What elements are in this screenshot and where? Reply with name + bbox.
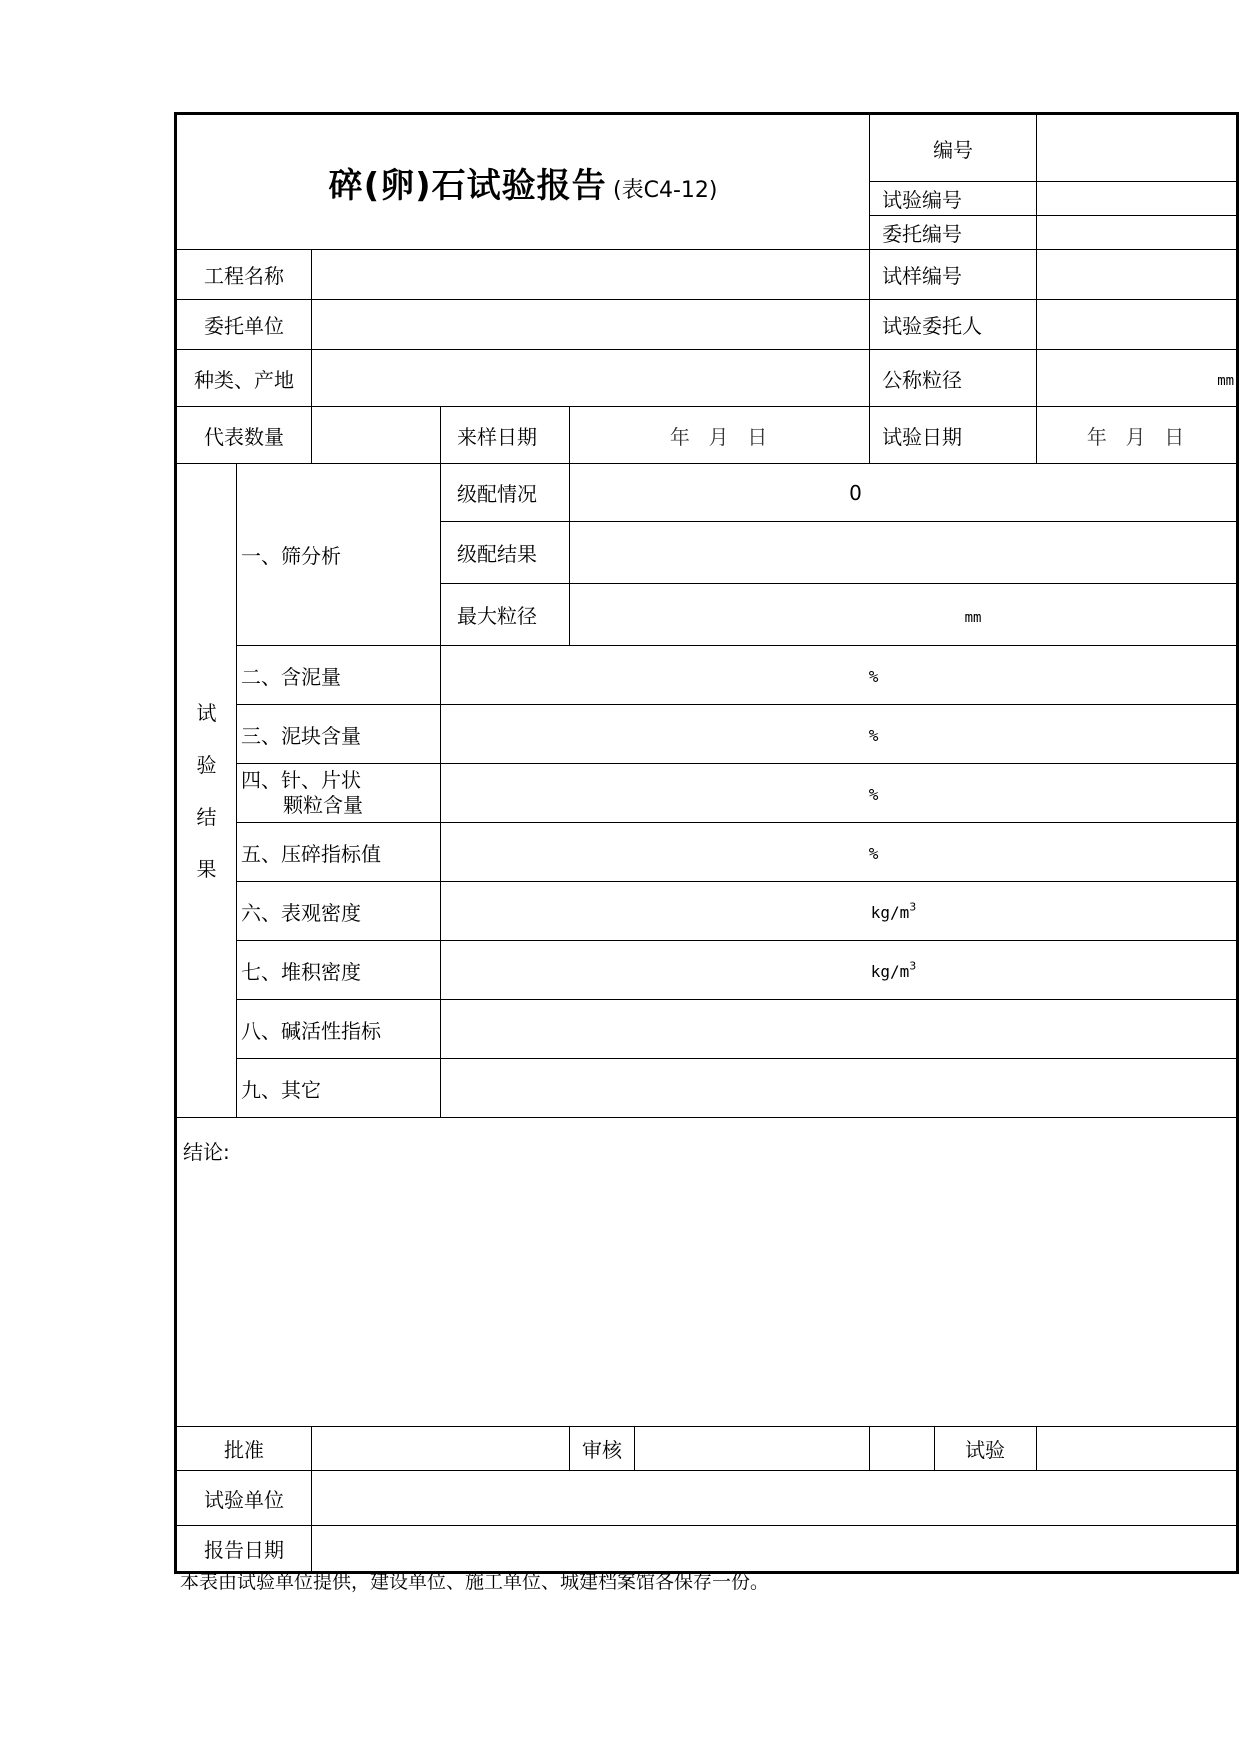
review-field-extra[interactable]	[870, 1427, 1037, 1471]
crushing-index-field[interactable]	[441, 823, 1238, 882]
alkali-activity-field[interactable]	[441, 1000, 1238, 1059]
results-char-4: 果	[196, 856, 217, 881]
results-char-2: 验	[196, 752, 217, 777]
client-unit-label: 委托单位	[176, 300, 312, 350]
sample-date-label: 来样日期	[441, 407, 570, 464]
mud-content-unit: %	[868, 667, 879, 686]
quantity-label: 代表数量	[176, 407, 312, 464]
test-report-form	[174, 112, 1239, 1574]
mud-content-field[interactable]	[441, 646, 1238, 705]
nominal-size-field[interactable]	[1037, 350, 1238, 407]
test-client-label: 试验委托人	[870, 300, 1037, 350]
number-label: 编号	[870, 114, 1037, 182]
flaky-particle-label-line2: 颗粒含量	[283, 793, 363, 817]
nominal-size-unit: mm	[1217, 373, 1235, 389]
clay-lump-unit: %	[868, 726, 879, 745]
report-date-label: 报告日期	[176, 1526, 312, 1573]
bulk-density-unit: kg/m	[870, 962, 910, 981]
review-field[interactable]	[635, 1427, 870, 1471]
crushing-index-unit: %	[868, 844, 879, 863]
test-number-label: 试验编号	[870, 182, 1037, 216]
conclusion-label: 结论:	[183, 1140, 230, 1164]
clay-lump-label: 三、泥块含量	[237, 705, 441, 764]
other-label: 九、其它	[237, 1059, 441, 1118]
type-origin-label: 种类、产地	[176, 350, 312, 407]
form-title-cell	[176, 114, 870, 250]
project-name-label: 工程名称	[176, 250, 312, 300]
type-origin-field[interactable]	[312, 350, 870, 407]
sieve-analysis-label: 一、筛分析	[237, 464, 441, 646]
apparent-density-unit: kg/m	[870, 903, 910, 922]
apparent-density-label: 六、表观密度	[237, 882, 441, 941]
grading-status-label: 级配情况	[441, 464, 570, 522]
review-label: 审核	[570, 1427, 635, 1471]
test-number-field[interactable]	[1037, 182, 1238, 216]
report-date-field[interactable]	[312, 1526, 1238, 1573]
grading-result-label: 级配结果	[441, 522, 570, 584]
test-date-field[interactable]	[1037, 407, 1238, 464]
form-title: 碎(卵)石试验报告	[328, 165, 607, 206]
commission-number-label: 委托编号	[870, 216, 1037, 250]
results-section-label	[176, 464, 237, 1118]
test-unit-label: 试验单位	[176, 1471, 312, 1526]
results-char-1: 试	[196, 700, 217, 725]
crushing-index-label: 五、压碎指标值	[237, 823, 441, 882]
bulk-density-field[interactable]	[441, 941, 1238, 1000]
sample-date-field[interactable]	[570, 407, 870, 464]
flaky-particle-unit: %	[868, 785, 879, 804]
flaky-particle-field[interactable]	[441, 764, 1238, 823]
test-client-field[interactable]	[1037, 300, 1238, 350]
nominal-size-label: 公称粒径	[870, 350, 1037, 407]
project-name-field[interactable]	[312, 250, 870, 300]
mud-content-label: 二、含泥量	[237, 646, 441, 705]
test-signature-label: 试验	[965, 1438, 1006, 1462]
conclusion-field[interactable]	[176, 1118, 1238, 1427]
test-date-label: 试验日期	[870, 407, 1037, 464]
commission-number-field[interactable]	[1037, 216, 1238, 250]
max-size-unit: mm	[964, 609, 982, 626]
test-date-placeholder: 年 月 日	[1086, 424, 1187, 449]
alkali-activity-label: 八、碱活性指标	[237, 1000, 441, 1059]
client-unit-field[interactable]	[312, 300, 870, 350]
flaky-particle-label	[237, 764, 441, 823]
flaky-particle-label-line1: 四、针、片状	[241, 768, 361, 792]
approve-label: 批准	[176, 1427, 312, 1471]
approve-field[interactable]	[312, 1427, 570, 1471]
apparent-density-field[interactable]	[441, 882, 1238, 941]
apparent-density-unit-sup: 3	[909, 900, 917, 914]
footnote: 本表由试验单位提供，建设单位、施工单位、城建档案馆各保存一份。	[180, 1571, 770, 1593]
max-size-field[interactable]	[570, 584, 1238, 646]
bulk-density-unit-sup: 3	[909, 959, 917, 973]
clay-lump-field[interactable]	[441, 705, 1238, 764]
bulk-density-label: 七、堆积密度	[237, 941, 441, 1000]
quantity-field[interactable]	[312, 407, 441, 464]
results-char-3: 结	[196, 804, 217, 829]
sample-number-label: 试样编号	[870, 250, 1037, 300]
test-signature-field[interactable]	[1037, 1427, 1238, 1471]
sample-date-placeholder: 年 月 日	[669, 424, 770, 449]
grading-result-field[interactable]	[570, 522, 1238, 584]
number-field[interactable]	[1037, 114, 1238, 182]
grading-status-value[interactable]: 0	[570, 464, 1238, 522]
other-field[interactable]	[441, 1059, 1238, 1118]
form-code: (表C4-12)	[613, 177, 718, 203]
sample-number-field[interactable]	[1037, 250, 1238, 300]
max-size-label: 最大粒径	[441, 584, 570, 646]
test-unit-field[interactable]	[312, 1471, 1238, 1526]
